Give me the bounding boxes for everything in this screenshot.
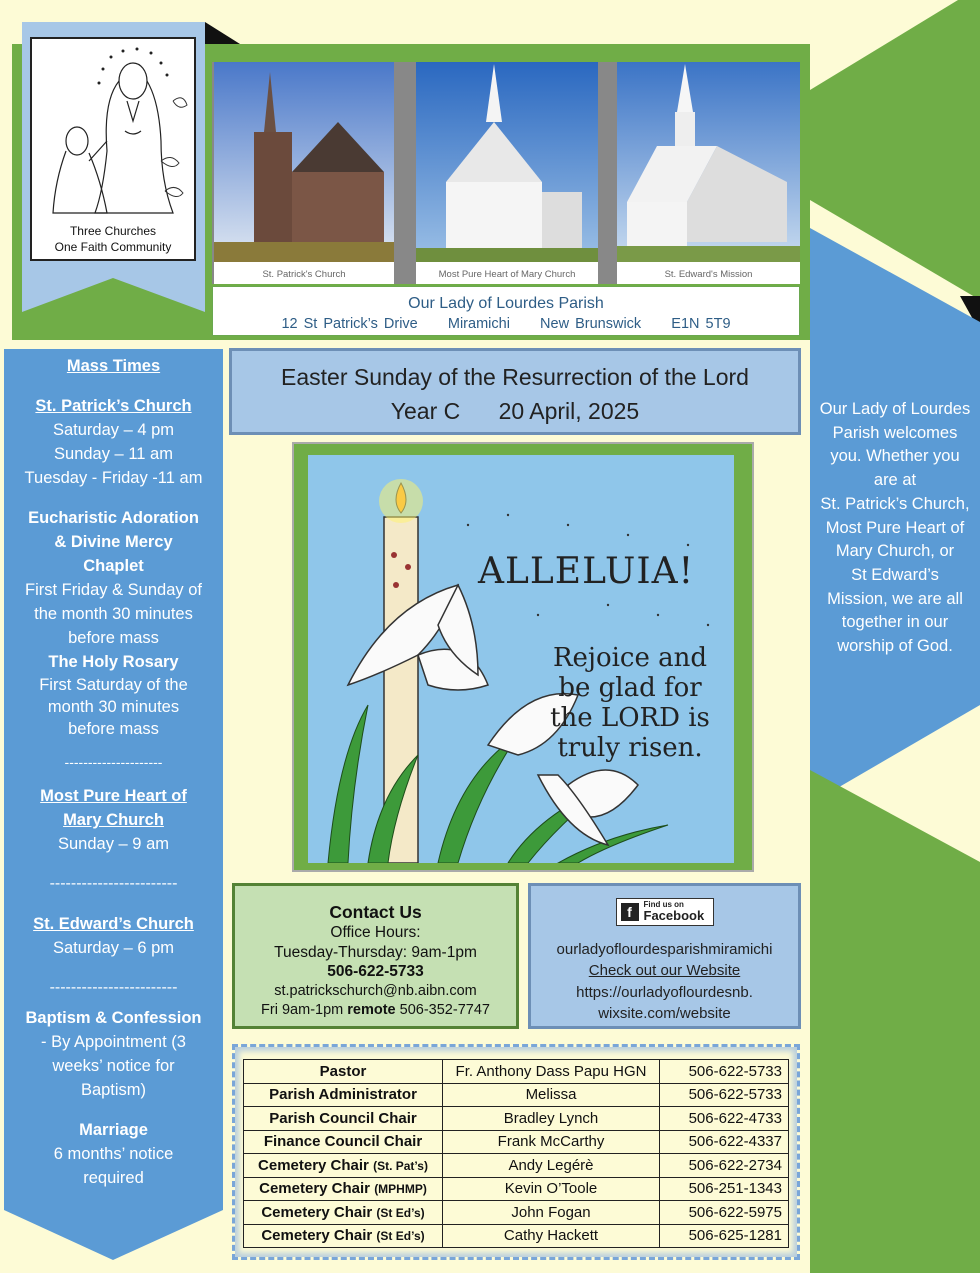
baptism-desc-2: weeks’ notice for: [52, 1057, 175, 1075]
table-row: [244, 1130, 789, 1154]
staff-role: [244, 1083, 443, 1107]
rosary-desc-3: before mass: [68, 720, 159, 738]
st-edwards-heading: St. Edward’s Church: [33, 915, 194, 933]
welcome-line3: you. Whether you: [830, 447, 960, 466]
facebook-badge-small: Find us on: [643, 900, 684, 909]
welcome-line7: Mary Church, or: [835, 542, 955, 561]
easter-artwork-frame: [292, 442, 754, 872]
table-row: [244, 1224, 789, 1248]
staff-role-text: Cemetery Chair: [261, 1203, 373, 1221]
staff-name: Cathy Hackett: [443, 1224, 660, 1248]
separator-3: ------------------------: [49, 979, 178, 996]
staff-role-text: Finance Council Chair: [263, 1133, 423, 1151]
website-url-2[interactable]: wixsite.com/website: [598, 1005, 731, 1022]
st-edwards-caption: St. Edward's Mission: [664, 269, 753, 280]
baptism-title: Baptism & Confession: [25, 1009, 202, 1027]
remote-phone: 506-352-7747: [395, 1002, 490, 1018]
welcome-line4: are at: [873, 471, 917, 490]
mphm-sunday: Sunday – 9 am: [58, 835, 169, 853]
table-row: [244, 1107, 789, 1131]
mass-times-column: [4, 349, 223, 1190]
rejoice-line2: be glad for: [558, 673, 702, 703]
st-patricks-church-image: [214, 62, 394, 284]
staff-role-note: (St. Pat’s): [373, 1158, 428, 1173]
easter-artwork: [308, 455, 734, 863]
adoration-desc-2: the month 30 minutes: [34, 605, 193, 623]
staff-role: [244, 1224, 443, 1248]
st-edwards-photo: [617, 62, 800, 284]
rejoice-line3: the LORD is: [550, 703, 710, 733]
website-link[interactable]: Check out our Website: [588, 962, 741, 979]
mphm-heading-1: Most Pure Heart of: [40, 787, 187, 805]
logo-caption-line1: Three Churches: [69, 224, 157, 238]
remote-hours: [235, 1001, 516, 1021]
welcome-line1: Our Lady of Lourdes: [819, 400, 971, 418]
staff-role-text: Cemetery Chair: [258, 1156, 369, 1174]
facebook-page[interactable]: ourladyoflourdesparishmiramichi: [556, 940, 773, 958]
contact-phone[interactable]: 506-622-5733: [327, 963, 424, 980]
staff-role-note: (St Ed’s): [376, 1229, 425, 1244]
separator-2: ------------------------: [49, 875, 178, 892]
staff-phone[interactable]: 506-625-1281: [660, 1224, 789, 1248]
staff-name: Kevin O’Toole: [443, 1177, 660, 1201]
staff-role-text: Cemetery Chair: [261, 1227, 373, 1245]
staff-role-text: Pastor: [319, 1062, 367, 1080]
rosary-desc-2: month 30 minutes: [47, 698, 180, 716]
adoration-desc-3: before mass: [68, 629, 159, 647]
st-patricks-sunday: Sunday – 11 am: [54, 445, 173, 463]
staff-role-note: (St Ed’s): [376, 1205, 425, 1220]
marriage-desc-1: 6 months’ notice: [53, 1145, 174, 1163]
logo-caption-line2: One Faith Community: [54, 240, 172, 254]
mass-times-heading: Mass Times: [66, 357, 161, 375]
contact-box: [232, 883, 519, 1029]
staff-name: Fr. Anthony Dass Papu HGN: [443, 1060, 660, 1084]
staff-role-note: (MPHMP): [374, 1182, 427, 1197]
website-url-1[interactable]: https://ourladyoflourdesnb.: [576, 983, 753, 1001]
adoration-title-2: & Divine Mercy: [54, 533, 173, 551]
separator-1: ---------------------: [64, 754, 163, 770]
staff-phone[interactable]: 506-622-2734: [660, 1154, 789, 1178]
parish-address-box: [212, 286, 800, 336]
facebook-icon: f: [621, 903, 639, 921]
st-patricks-photo: [214, 62, 394, 284]
rosary-desc-1: First Saturday of the: [39, 676, 188, 694]
st-patricks-heading: St. Patrick’s Church: [35, 397, 192, 415]
staff-role: [244, 1177, 443, 1201]
staff-phone[interactable]: 506-622-5975: [660, 1201, 789, 1225]
marriage-desc-2: required: [83, 1169, 144, 1187]
contact-email[interactable]: st.patrickschurch@nb.aibn.com: [274, 982, 477, 999]
st-edwards-mission-image: [617, 62, 800, 284]
office-hours: Tuesday-Thursday: 9am-1pm: [274, 943, 477, 961]
church-photos: [212, 62, 800, 284]
welcome-line8: St Edward’s: [851, 565, 939, 584]
welcome-line6: Most Pure Heart of: [825, 518, 965, 537]
staff-role: [244, 1130, 443, 1154]
adoration-title-3: Chaplet: [83, 557, 144, 575]
table-row: [244, 1177, 789, 1201]
st-patricks-saturday: Saturday – 4 pm: [52, 421, 175, 439]
mphm-church-image: [416, 62, 598, 284]
alleluia-text: ALLELUIA!: [478, 551, 695, 592]
facebook-badge[interactable]: [616, 898, 714, 926]
liturgy-title: [229, 348, 801, 435]
st-patricks-weekday: Tuesday - Friday -11 am: [24, 469, 203, 487]
parish-name: Our Lady of Lourdes Parish: [408, 295, 604, 312]
staff-phone[interactable]: 506-622-5733: [660, 1060, 789, 1084]
staff-phone[interactable]: 506-622-4337: [660, 1130, 789, 1154]
staff-role: [244, 1154, 443, 1178]
staff-phone[interactable]: 506-622-5733: [660, 1083, 789, 1107]
st-edwards-saturday: Saturday – 6 pm: [52, 939, 175, 957]
parish-logo: [30, 37, 196, 261]
mphm-heading-2: Mary Church: [63, 811, 164, 829]
welcome-line11: worship of God.: [837, 637, 953, 656]
staff-role: [244, 1060, 443, 1084]
welcome-line2: Parish welcomes: [832, 423, 958, 442]
welcome-message: [810, 398, 980, 659]
staff-role: [244, 1107, 443, 1131]
table-row: [244, 1154, 789, 1178]
table-row: [244, 1083, 789, 1107]
welcome-line10: together in our: [841, 613, 949, 632]
staff-phone[interactable]: 506-622-4733: [660, 1107, 789, 1131]
table-row: [244, 1201, 789, 1225]
adoration-title-1: Eucharistic Adoration: [28, 509, 199, 527]
rejoice-text: [530, 643, 730, 763]
st-patricks-caption: St. Patrick's Church: [262, 269, 346, 280]
adoration-desc-1: First Friday & Sunday of: [25, 581, 202, 599]
marriage-title: Marriage: [79, 1121, 148, 1139]
rejoice-line1: Rejoice and: [552, 643, 708, 673]
staff-phone[interactable]: 506-251-1343: [660, 1177, 789, 1201]
table-row: [244, 1060, 789, 1084]
rosary-title: The Holy Rosary: [48, 653, 179, 671]
liturgy-title-line1: Easter Sunday of the Resurrection of the Lord: [281, 364, 749, 390]
liturgy-title-line2: Year C 20 April, 2025: [390, 398, 640, 424]
mary-bernadette-icon: [33, 41, 195, 221]
staff-name: Andy Legérè: [443, 1154, 660, 1178]
staff-name: John Fogan: [443, 1201, 660, 1225]
staff-name: Frank McCarthy: [443, 1130, 660, 1154]
staff-table-wrapper: [232, 1044, 800, 1260]
rejoice-line4: truly risen.: [557, 733, 703, 763]
welcome-line5: St. Patrick’s Church,: [820, 494, 970, 513]
staff-table: [243, 1059, 789, 1248]
remote-hours-pre: Fri 9am-1pm: [261, 1002, 348, 1018]
staff-role-text: Cemetery Chair: [259, 1180, 371, 1198]
contact-title: Contact Us: [329, 902, 422, 922]
baptism-desc-1: - By Appointment (3: [41, 1033, 186, 1051]
staff-role-text: Parish Council Chair: [269, 1109, 417, 1127]
mphm-caption: Most Pure Heart of Mary Church: [438, 269, 576, 280]
social-box: [528, 883, 801, 1029]
office-hours-label: Office Hours:: [330, 924, 421, 941]
staff-role: [244, 1201, 443, 1225]
staff-name: Bradley Lynch: [443, 1107, 660, 1131]
staff-name: Melissa: [443, 1083, 660, 1107]
facebook-badge-big: Facebook: [643, 908, 705, 923]
remote-label: remote: [347, 1002, 396, 1018]
mphm-photo: [416, 62, 598, 284]
baptism-desc-3: Baptism): [80, 1081, 147, 1099]
parish-address: 12 St Patrick’s Drive Miramichi New Brunswick E1N 5T9: [281, 316, 731, 332]
welcome-line9: Mission, we are all: [827, 589, 963, 608]
staff-role-text: Parish Administrator: [269, 1086, 417, 1104]
